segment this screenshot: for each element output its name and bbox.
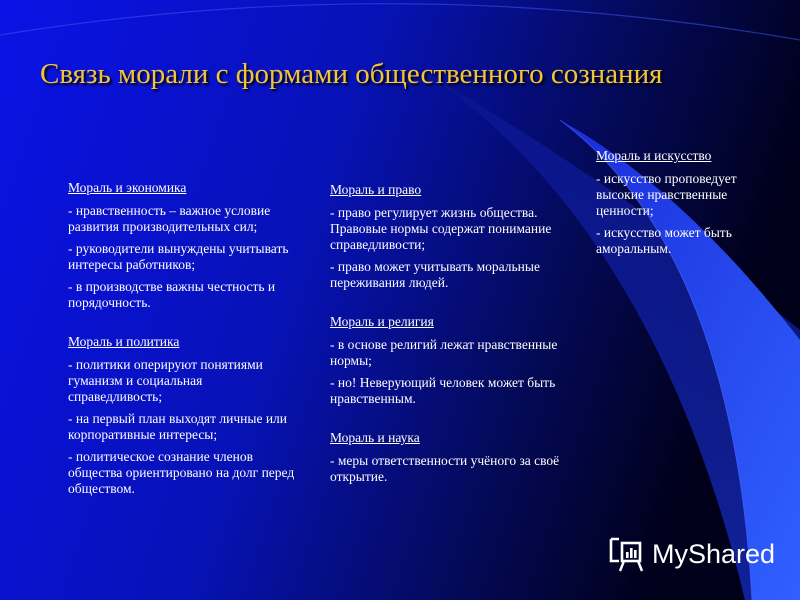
list-item: - искусство проповедует высокие нравственные ценности; (596, 171, 737, 218)
section-heading-science[interactable]: Мораль и наука (330, 430, 420, 445)
list-item: - на первый план выходят личные или корпоративные интересы; (68, 411, 288, 442)
section-heading-law[interactable]: Мораль и право (330, 182, 422, 197)
watermark-text: MyShared (652, 538, 776, 569)
section-politics (68, 334, 298, 497)
section-spacer (330, 297, 565, 314)
section-religion (330, 314, 565, 407)
section-art (596, 148, 776, 257)
section-heading-art[interactable]: Мораль и искусство (596, 148, 712, 163)
section-spacer (330, 413, 565, 430)
section-law (330, 182, 565, 291)
list-item: - в производстве важны честность и порядочность. (68, 279, 276, 310)
list-item: - политики оперируют понятиями гуманизм и социальная справедливость; (68, 357, 263, 404)
section-heading-economy[interactable]: Мораль и экономика (68, 180, 187, 195)
list-item: - право может учитывать моральные переживания людей. (330, 259, 540, 290)
list-item: - руководители вынуждены учитывать интересы работников; (68, 241, 289, 272)
list-item: - нравственность – важное условие развития производительных сил; (68, 203, 271, 234)
section-economy (68, 180, 298, 311)
list-item: - политическое сознание членов общества ориентировано на долг перед обществом. (68, 449, 295, 496)
section-heading-religion[interactable]: Мораль и религия (330, 314, 434, 329)
list-item: - право регулирует жизнь общества. Правовые нормы содержат понимание справедливости; (330, 205, 552, 252)
column-right (596, 148, 776, 263)
slide-title: Связь морали с формами общественного сознания (40, 58, 663, 90)
list-item: - в основе религий лежат нравственные нормы; (330, 337, 558, 368)
section-heading-politics[interactable]: Мораль и политика (68, 334, 180, 349)
list-item: - искусство может быть аморальным. (596, 225, 732, 256)
section-science (330, 430, 565, 485)
myshared-logo (608, 534, 775, 574)
presentation-board-icon (608, 535, 644, 573)
column-left (68, 180, 298, 503)
list-item: - меры ответственности учёного за своё открытие. (330, 453, 560, 484)
list-item: - но! Неверующий человек может быть нравственным. (330, 375, 556, 406)
section-spacer (68, 317, 298, 334)
column-middle (330, 182, 565, 491)
